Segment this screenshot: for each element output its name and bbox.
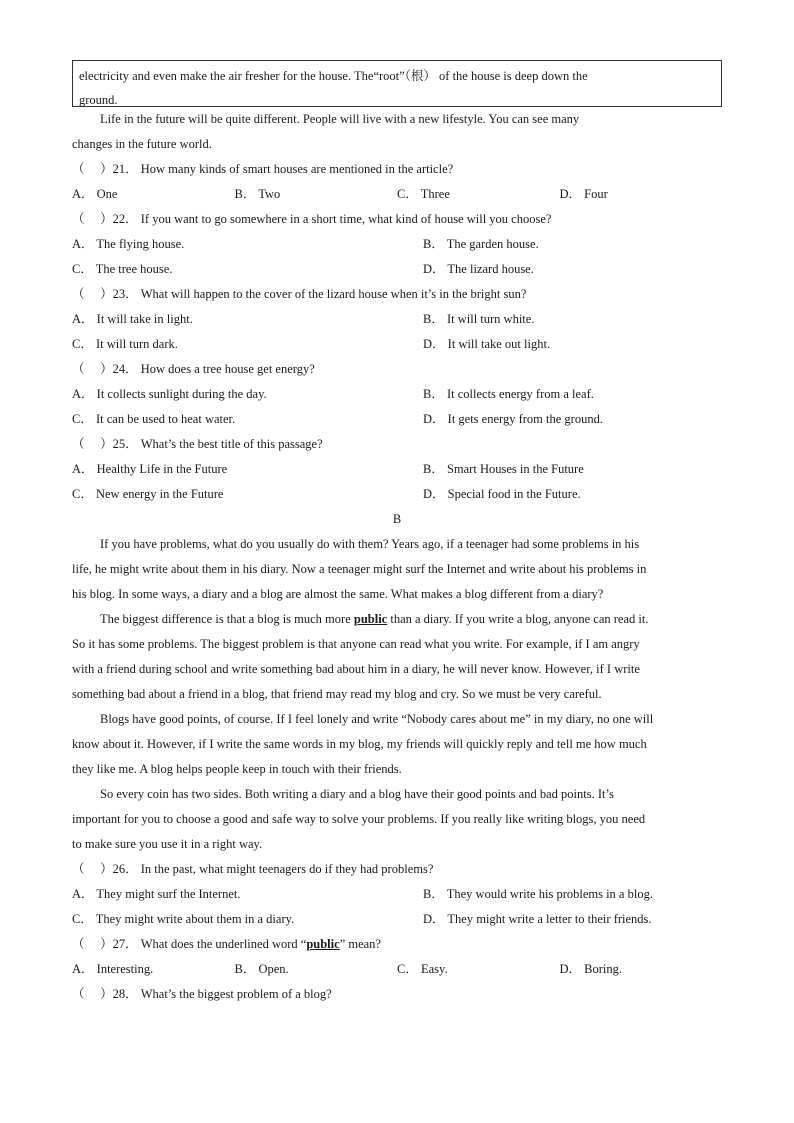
paragraph-line bbox=[72, 607, 722, 632]
text-line: electricity and even make the air fresher for the house. The“root”（根） of the house is deep down the bbox=[79, 69, 588, 83]
option-c: C． It will turn dark. bbox=[72, 337, 178, 351]
paragraph-line: to make sure you use it in a right way. bbox=[72, 837, 263, 851]
option-b: B． Two bbox=[234, 187, 281, 201]
options-row bbox=[72, 407, 722, 432]
paragraph-line: So every coin has two sides. Both writing a diary and a blog have their good points and bad points. It’s bbox=[100, 787, 614, 801]
option-b: B． It will turn white. bbox=[423, 312, 535, 326]
text-line: ground. bbox=[79, 93, 118, 107]
option-d: D． Special food in the Future. bbox=[423, 487, 581, 501]
option-c: C． Three bbox=[397, 187, 450, 201]
option-a: A． It collects sunlight during the day. bbox=[72, 387, 267, 401]
option-a: A． One bbox=[72, 187, 118, 201]
paragraph-line: Blogs have good points, of course. If I feel lonely and write “Nobody cares about me” in my diary, no one will bbox=[100, 712, 654, 726]
question-26: （ ）26． In the past, what might teenagers do if they had problems? bbox=[72, 862, 434, 876]
options-row bbox=[72, 257, 722, 282]
options-row bbox=[72, 457, 722, 482]
exam-page bbox=[72, 60, 722, 1007]
question-28: （ ）28． What’s the biggest problem of a blog? bbox=[72, 987, 332, 1001]
underlined-keyword: public bbox=[306, 937, 340, 951]
boxed-passage-excerpt bbox=[72, 60, 722, 107]
option-d: D． Boring. bbox=[559, 962, 623, 976]
text-segment: The biggest difference is that a blog is much more bbox=[100, 612, 354, 626]
option-c: C． The tree house. bbox=[72, 262, 173, 276]
option-a: A． Healthy Life in the Future bbox=[72, 462, 228, 476]
options-row bbox=[72, 332, 722, 357]
text-segment: （ ）27． What does the underlined word “ bbox=[72, 937, 307, 951]
options-row bbox=[72, 307, 722, 332]
question-21: （ ）21． How many kinds of smart houses are mentioned in the article? bbox=[72, 162, 454, 176]
option-d: D． Four bbox=[559, 187, 608, 201]
options-row bbox=[72, 957, 722, 982]
options-row bbox=[72, 882, 722, 907]
option-a: A． The flying house. bbox=[72, 237, 185, 251]
options-row bbox=[72, 382, 722, 407]
option-b: B． Open. bbox=[234, 962, 289, 976]
text-segment: than a diary. If you write a blog, anyone can read it. bbox=[387, 612, 649, 626]
options-row bbox=[72, 907, 722, 932]
paragraph-line: So it has some problems. The biggest problem is that anyone can read what you write. For example, if I am angry bbox=[72, 637, 640, 651]
option-d: D． It will take out light. bbox=[423, 337, 551, 351]
option-c: C． New energy in the Future bbox=[72, 487, 224, 501]
section-heading-b: B bbox=[392, 512, 402, 526]
paragraph-line: life, he might write about them in his diary. Now a teenager might surf the Internet and write about his problems in bbox=[72, 562, 647, 576]
option-a: A． It will take in light. bbox=[72, 312, 193, 326]
underlined-keyword: public bbox=[353, 612, 388, 626]
paragraph-line: important for you to choose a good and safe way to solve your problems. If you really like writing blogs, you need bbox=[72, 812, 646, 826]
option-d: D． The lizard house. bbox=[423, 262, 534, 276]
options-row bbox=[72, 232, 722, 257]
option-c: C． It can be used to heat water. bbox=[72, 412, 236, 426]
question-22: （ ）22． If you want to go somewhere in a short time, what kind of house will you choose? bbox=[72, 212, 552, 226]
option-a: A． They might surf the Internet. bbox=[72, 887, 241, 901]
option-b: B． The garden house. bbox=[423, 237, 539, 251]
paragraph-line: with a friend during school and write something bad about him in a diary, he will never know. However, if I write bbox=[72, 662, 640, 676]
text-segment: ” mean? bbox=[339, 937, 381, 951]
paragraph-line: they like me. A blog helps people keep in touch with their friends. bbox=[72, 762, 402, 776]
paragraph-line: his blog. In some ways, a diary and a blog are almost the same. What makes a blog different from a diary? bbox=[72, 587, 604, 601]
option-b: B． They would write his problems in a blog. bbox=[423, 887, 653, 901]
question-24: （ ）24． How does a tree house get energy? bbox=[72, 362, 315, 376]
option-b: B． Smart Houses in the Future bbox=[423, 462, 584, 476]
option-b: B． It collects energy from a leaf. bbox=[423, 387, 594, 401]
paragraph-line: If you have problems, what do you usually do with them? Years ago, if a teenager had some problems in his bbox=[100, 537, 640, 551]
question-27 bbox=[72, 932, 722, 957]
paragraph-line: something bad about a friend in a blog, that friend may read my blog and cry. So we must be very careful. bbox=[72, 687, 602, 701]
paragraph-line: Life in the future will be quite different. People will live with a new lifestyle. You can see many bbox=[100, 112, 580, 126]
options-row bbox=[72, 482, 722, 507]
option-c: C． Easy. bbox=[397, 962, 448, 976]
paragraph-line: changes in the future world. bbox=[72, 137, 212, 151]
option-d: D． It gets energy from the ground. bbox=[423, 412, 603, 426]
paragraph-line: know about it. However, if I write the same words in my blog, my friends will quickly reply and tell me how much bbox=[72, 737, 647, 751]
option-a: A． Interesting. bbox=[72, 962, 154, 976]
option-c: C． They might write about them in a diary. bbox=[72, 912, 295, 926]
option-d: D． They might write a letter to their friends. bbox=[423, 912, 652, 926]
question-23: （ ）23． What will happen to the cover of the lizard house when it’s in the bright sun? bbox=[72, 287, 527, 301]
options-row bbox=[72, 182, 722, 207]
question-25: （ ）25． What’s the best title of this passage? bbox=[72, 437, 323, 451]
